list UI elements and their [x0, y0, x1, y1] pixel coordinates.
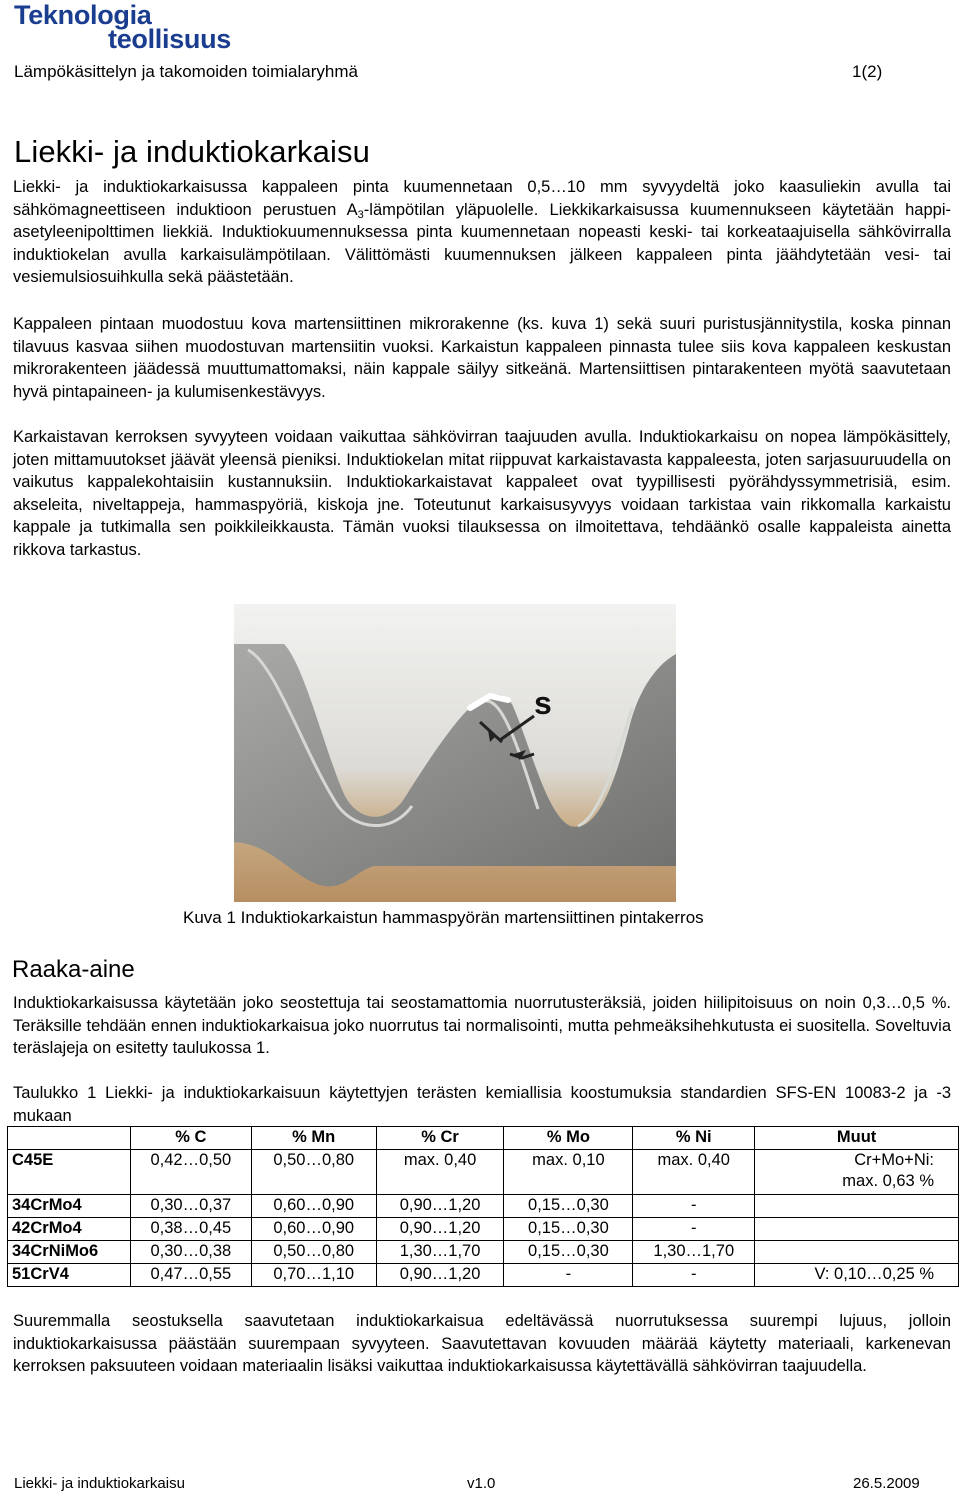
cell-grade: 42CrMo4	[8, 1218, 131, 1241]
intro-paragraph-3: Karkaistavan kerroksen syvyyteen voidaan vaikuttaa sähkövirran taajuuden avulla. Induktiokarkaisu on nopea lämpökäsittely, joten mittamuutokset jäävät yleensä pieniksi. Induktiokelan mitat riippuvat karkaistavasta kappaleesta, joten sarjasuuruudella on vaikutus kappalekohtaisiin kustannuksiin. Induktiokarkaistavat kappaleet ovat tyypillisesti pyörähdyssymmetrisiä, esim. akseleita, niveltappeja, hammaspyöriä, kiskoja jne. Toteutunut karkaisusyvyys voidaan tarkistaa vain rikkomalla karkaistu kappale ja tutkimalla sen poikkileikkausta. Tämän vuoksi tilauksessa on ilmoitettava, tehdäänkö osalle kappaleista ainetta rikkova tarkastus.	[13, 428, 951, 559]
table-row	[8, 1195, 959, 1218]
logo-line-2: teollisuus	[108, 24, 232, 54]
cell-ni: 1,30…1,70	[633, 1241, 755, 1264]
cell-mo: 0,15…0,30	[504, 1195, 633, 1218]
header-manganese: % Mn	[251, 1127, 376, 1150]
cell-grade: C45E	[8, 1150, 131, 1195]
intro-p1-text: Liekki- ja induktiokarkaisussa kappaleen pinta kuumennetaan 0,5…10 mm syvyydeltä joko kaasuliekin avulla tai sähkömagneettiseen induktioon perustuen A	[13, 178, 951, 219]
cell-grade: 51CrV4	[8, 1264, 131, 1287]
cell-cr: 1,30…1,70	[376, 1241, 504, 1264]
header-grade	[8, 1127, 131, 1150]
cell-c: 0,47…0,55	[130, 1264, 251, 1287]
logo-line-1: Teknologia	[14, 0, 152, 30]
table-row	[8, 1264, 959, 1287]
cell-grade: 34CrMo4	[8, 1195, 131, 1218]
gear-cross-section-image	[234, 604, 676, 902]
cell-other-line-1: Cr+Mo+Ni:	[854, 1151, 934, 1169]
figure-caption: Kuva 1 Induktiokarkaistun hammaspyörän martensiittinen pintakerros	[183, 908, 704, 927]
table-header-row	[8, 1127, 959, 1150]
cell-other-line-2: max. 0,63 %	[842, 1172, 934, 1190]
header-carbon: % C	[130, 1127, 251, 1150]
cell-c: 0,30…0,37	[130, 1195, 251, 1218]
table-row	[8, 1241, 959, 1264]
closing-paragraph: Suuremmalla seostuksella saavutetaan induktiokarkaisua edeltävässä nuorrutuksessa suurempi lujuus, jolloin induktiokarkaisussa päästään suurempaan syvyyteen. Saavutettavan kovuuden määrää käytetty materiaali, karkenevan kerroksen paksuuteen voidaan materiaalin lisäksi vaikuttaa induktiokarkaisussa käytettävällä sähkövirran taajuudella.	[13, 1312, 951, 1376]
cell-ni: -	[633, 1218, 755, 1241]
cell-cr: 0,90…1,20	[376, 1218, 504, 1241]
header-group-name: Lämpökäsittelyn ja takomoiden toimialaryhmä	[14, 62, 358, 81]
cell-cr: max. 0,40	[376, 1150, 504, 1195]
cell-cr: 0,90…1,20	[376, 1195, 504, 1218]
cell-mn: 0,50…0,80	[251, 1150, 376, 1195]
cell-other	[755, 1195, 959, 1218]
cell-cr: 0,90…1,20	[376, 1264, 504, 1287]
footer-date: 26.5.2009	[853, 1475, 920, 1492]
header-nickel: % Ni	[633, 1127, 755, 1150]
cell-c: 0,42…0,50	[130, 1150, 251, 1195]
table-row	[8, 1218, 959, 1241]
section-heading-raaka-aine: Raaka-aine	[12, 956, 135, 983]
gear-tooth-photo	[234, 604, 676, 902]
teknologiateollisuus-logo	[14, 2, 231, 53]
steel-composition-table	[7, 1126, 959, 1287]
thickness-label-s: s	[534, 685, 552, 721]
cell-grade: 34CrNiMo6	[8, 1241, 131, 1264]
cell-other	[755, 1150, 959, 1195]
cell-other	[755, 1241, 959, 1264]
cell-mo: -	[504, 1264, 633, 1287]
cell-mo: 0,15…0,30	[504, 1241, 633, 1264]
header-other: Muut	[755, 1127, 959, 1150]
raw-material-paragraph: Induktiokarkaisussa käytetään joko seostettuja tai seostamattomia nuorrutusteräksiä, joiden hiilipitoisuus on noin 0,3…0,5 %. Teräksille tehdään ennen induktiokarkaisua joko nuorrutus tai normalisointi, mutta pehmeäksihehkutusta ei suositella. Soveltuvia teräslajeja on esitetty taulukossa 1.	[13, 994, 951, 1058]
table-caption: Taulukko 1 Liekki- ja induktiokarkaisuun käytettyjen terästen kemiallisia koostumuksia standardien SFS-EN 10083-2 ja -3 mukaan	[13, 1084, 951, 1125]
cell-mn: 0,70…1,10	[251, 1264, 376, 1287]
header-molybdenum: % Mo	[504, 1127, 633, 1150]
cell-ni: -	[633, 1264, 755, 1287]
header-chromium: % Cr	[376, 1127, 504, 1150]
cell-c: 0,30…0,38	[130, 1241, 251, 1264]
intro-p1-text-continued: -lämpötilan yläpuolelle. Liekkikarkaisussa kuumennukseen käytetään happi-asetyleenipolttimen liekkiä. Induktiokuumennuksessa pinta kuumennetaan nopeasti keski- tai korkeataajuisella sähkövirralla induktiokelan avulla karkaisulämpötilaan. Välittömästi kuumennuksen jälkeen kappaleen pinta jäähdytetään vesi- tai vesiemulsiosuihkulla sekä päästetään.	[13, 200, 952, 287]
cell-mo: max. 0,10	[504, 1150, 633, 1195]
page-number: 1(2)	[852, 62, 883, 81]
footer-title: Liekki- ja induktiokarkaisu	[14, 1475, 185, 1492]
cell-other	[755, 1218, 959, 1241]
cell-c: 0,38…0,45	[130, 1218, 251, 1241]
intro-p1-subscript: 3	[357, 208, 364, 221]
intro-paragraph-2: Kappaleen pintaan muodostuu kova martensiittinen mikrorakenne (ks. kuva 1) sekä suuri puristusjännitystila, koska pinnan tilavuus kasvaa siihen muodostuvan martensiitin vuoksi. Karkaistun kappaleen pinnasta tulee siis kova kappaleen keskustan mikrorakenteen jäädessä muuttumattomaksi, näin kappale säilyy sitkeänä. Martensiittisen pintarakenteen myötä saavutetaan hyvä pintapaineen- ja kulumisenkestävyys.	[13, 315, 951, 401]
document-title: Liekki- ja induktiokarkaisu	[14, 134, 370, 169]
cell-ni: max. 0,40	[633, 1150, 755, 1195]
cell-mn: 0,60…0,90	[251, 1195, 376, 1218]
cell-mn: 0,60…0,90	[251, 1218, 376, 1241]
cell-other: V: 0,10…0,25 %	[755, 1264, 959, 1287]
footer-version: v1.0	[467, 1475, 496, 1492]
cell-mn: 0,50…0,80	[251, 1241, 376, 1264]
table-row	[8, 1150, 959, 1195]
cell-mo: 0,15…0,30	[504, 1218, 633, 1241]
intro-paragraph-1	[13, 176, 951, 289]
cell-ni: -	[633, 1195, 755, 1218]
